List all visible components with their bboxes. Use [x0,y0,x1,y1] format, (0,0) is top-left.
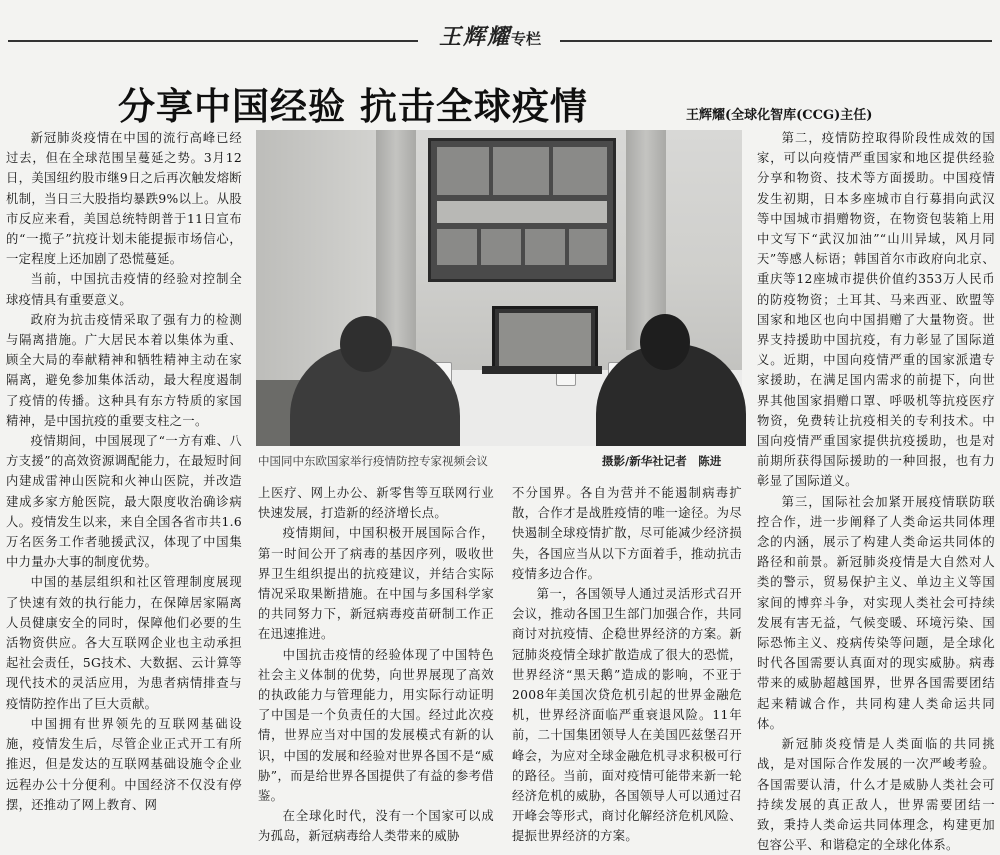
paragraph: 第二，疫情防控取得阶段性成效的国家，可以向疫情严重国家和地区提供经验分享和物资、技术等方面援助。中国疫情发生初期，日本多座城市自行募捐向武汉等中国城市捐赠物资，在物资包装箱上用中文写下“武汉加油”“山川异域，风月同天”等感人标语；韩国首尔市政府向北京、重庆等12座城市提供价值约353万人民币的防疫物资；土耳其、马来西亚、欧盟等国家和地区也向中国捐赠了大量物资。世界支持援助中国抗疫，有力彰显了国际道义。近期，中国向疫情严重的国家派遣专家援助，在满足国内需求的前提下，向世界其他国家捐赠口罩、呼吸机等抗疫医疗物资，免费转让抗疫相关的专利技术。中国向疫情严重国家提供抗疫援助，也是对前期所获得国际援助的一种回报，也有力彰显了国际道义。 [757,131,995,489]
photo-credit: 摄影/新华社记者 陈进 [602,454,722,468]
paragraph: 第一，各国领导人通过灵活形式召开会议，推动各国卫生部门加强合作，共同商讨对抗疫情、企稳世界经济的方案。新冠肺炎疫情全球扩散造成了很大的恐慌，世界经济“黑天鹅”造成的影响，不亚于2008年美国次贷危机引起的世界金融危机，世界经济面临严重衰退风险。11年前，二十国集团领导人在美国匹兹堡召开峰会，为应对全球金融危机寻求积极可行的路径。当前，面对疫情可能带来新一轮经济危机的威胁，各国领导人可以通过召开峰会等形式，商讨化解经济危机风险、提振世界经济的方案。 [512,587,742,844]
paragraph: 中国拥有世界领先的互联网基础设施，疫情发生后，尽管企业正式开工有所推迟，但是发达的互联网基础设施令企业远程办公十分便利。中国经济不仅没有停摆，还推动了网上教育、网 [6,716,242,812]
article-title: 分享中国经验 抗击全球疫情 [118,85,588,128]
paragraph: 当前，中国抗击疫情的经验对控制全球疫情具有重要意义。 [6,272,242,307]
paragraph: 上医疗、网上办公、新零售等互联网行业快速发展，打造新的经济增长点。 [258,486,494,521]
paragraph: 疫情期间，中国积极开展国际合作，第一时间公开了病毒的基因序列，吸收世界卫生组织提出的抗疫建议，并结合实际情况采取果断措施。在中国与多国科学家的共同努力下，新冠病毒疫苗研制工作正在迅速推进。 [258,526,494,642]
paragraph: 疫情期间，中国展现了“一方有难、八方支援”的高效资源调配能力，在最短时间内建成雷神山医院和火神山医院，并改造建成多家方舱医院，最大限度收治确诊病人。疫情发生以来，来自全国各省市共1.6万名医务工作者驰援武汉，体现了中国集中力量办大事的制度优势。 [6,434,242,570]
byline: 王辉耀(全球化智库(CCG)主任) [686,108,873,123]
article-column-3 [512,483,742,844]
paragraph: 第三，国际社会加紧开展疫情联防联控合作，进一步阐释了人类命运共同体理念的内涵，展示了构建人类命运共同体的路径和前景。新冠肺炎疫情是大自然对人类的警示，贸易保护主义、单边主义等国家间的博弈斗争，对实现人类社会可持续发展有害无益，气候变暖、环境污染、国际恐怖主义、疫病传染等问题，是全球化时代各国需要认真面对的现实威胁。病毒带来的威胁超越国界，世界各国需要团结起来精诚合作，共同构建人类命运共同体。 [757,494,995,731]
header-rule-left [8,40,418,42]
paragraph: 政府为抗击疫情采取了强有力的检测与隔离措施。广大居民本着以集体为重、顾全大局的奉献精神和牺牲精神主动在家隔离，避免参加集体活动，最大程度遏制了疫情的传播。这种具有东方特质的家国精神，是中国抗疫的重要支柱之一。 [6,312,242,428]
laptop [492,306,598,374]
header-label [428,20,552,58]
header-rule-right [560,40,992,42]
paragraph: 新冠肺炎疫情是人类面临的共同挑战，是对国际合作发展的一次严峻考验。各国需要认清，什么才是威胁人类社会可持续发展的真正敌人，世界需要团结一致，秉持人类命运共同体理念，构建更加包容公平、和谐稳定的全球化体系。 [757,737,995,853]
column-header [0,14,1000,54]
article-column-4 [757,128,995,853]
paragraph: 中国抗击疫情的经验体现了中国特色社会主义体制的优势，向世界展现了高效的执政能力与管理能力，用实际行动证明了中国是一个负责任的大国。经过此次疫情，世界应当对中国的发展模式有新的认识，中国的发展和经验对世界各国不是“威胁”，而是给世界各国提供了有益的参考借鉴。 [258,647,494,804]
news-photo [256,130,742,446]
paragraph: 不分国界。各自为营并不能遏制病毒扩散，合作才是战胜疫情的唯一途径。为尽快遏制全球疫情扩散，尽可能减少经济损失，各国应当从以下方面着手，推动抗击疫情多边合作。 [512,486,742,581]
column-suffix: 专栏 [511,30,542,48]
columnist-name: 王辉耀 [438,24,511,50]
paragraph: 在全球化时代，没有一个国家可以成为孤岛，新冠病毒给人类带来的威胁 [258,809,494,844]
paragraph: 新冠肺炎疫情在中国的流行高峰已经过去，但在全球范围呈蔓延之势。3月12日，美国纽约股市继9日之后再次触发熔断机制，当日三大股指均暴跌9%以上。从股市反应来看，美国总统特朗普于11日宣布的“一揽子”抗疫计划未能提振市场信心，一定程度上还加剧了恐慌蔓延。 [6,131,242,267]
paragraph: 中国的基层组织和社区管理制度展现了快速有效的执行能力，在保障居家隔离人员健康安全的同时，保障他们必要的生活物资供应。各大互联网企业也主动承担起社会责任，5G技术、大数据、云计算等现代技术的灵活应用，为患者病情排查与疫情防控作出了巨大贡献。 [6,575,242,711]
article-column-1 [6,128,242,812]
photo-caption: 中国同中东欧国家举行疫情防控专家视频会议 [258,454,488,468]
video-conference-screen [428,138,616,282]
article-column-2 [258,483,494,844]
